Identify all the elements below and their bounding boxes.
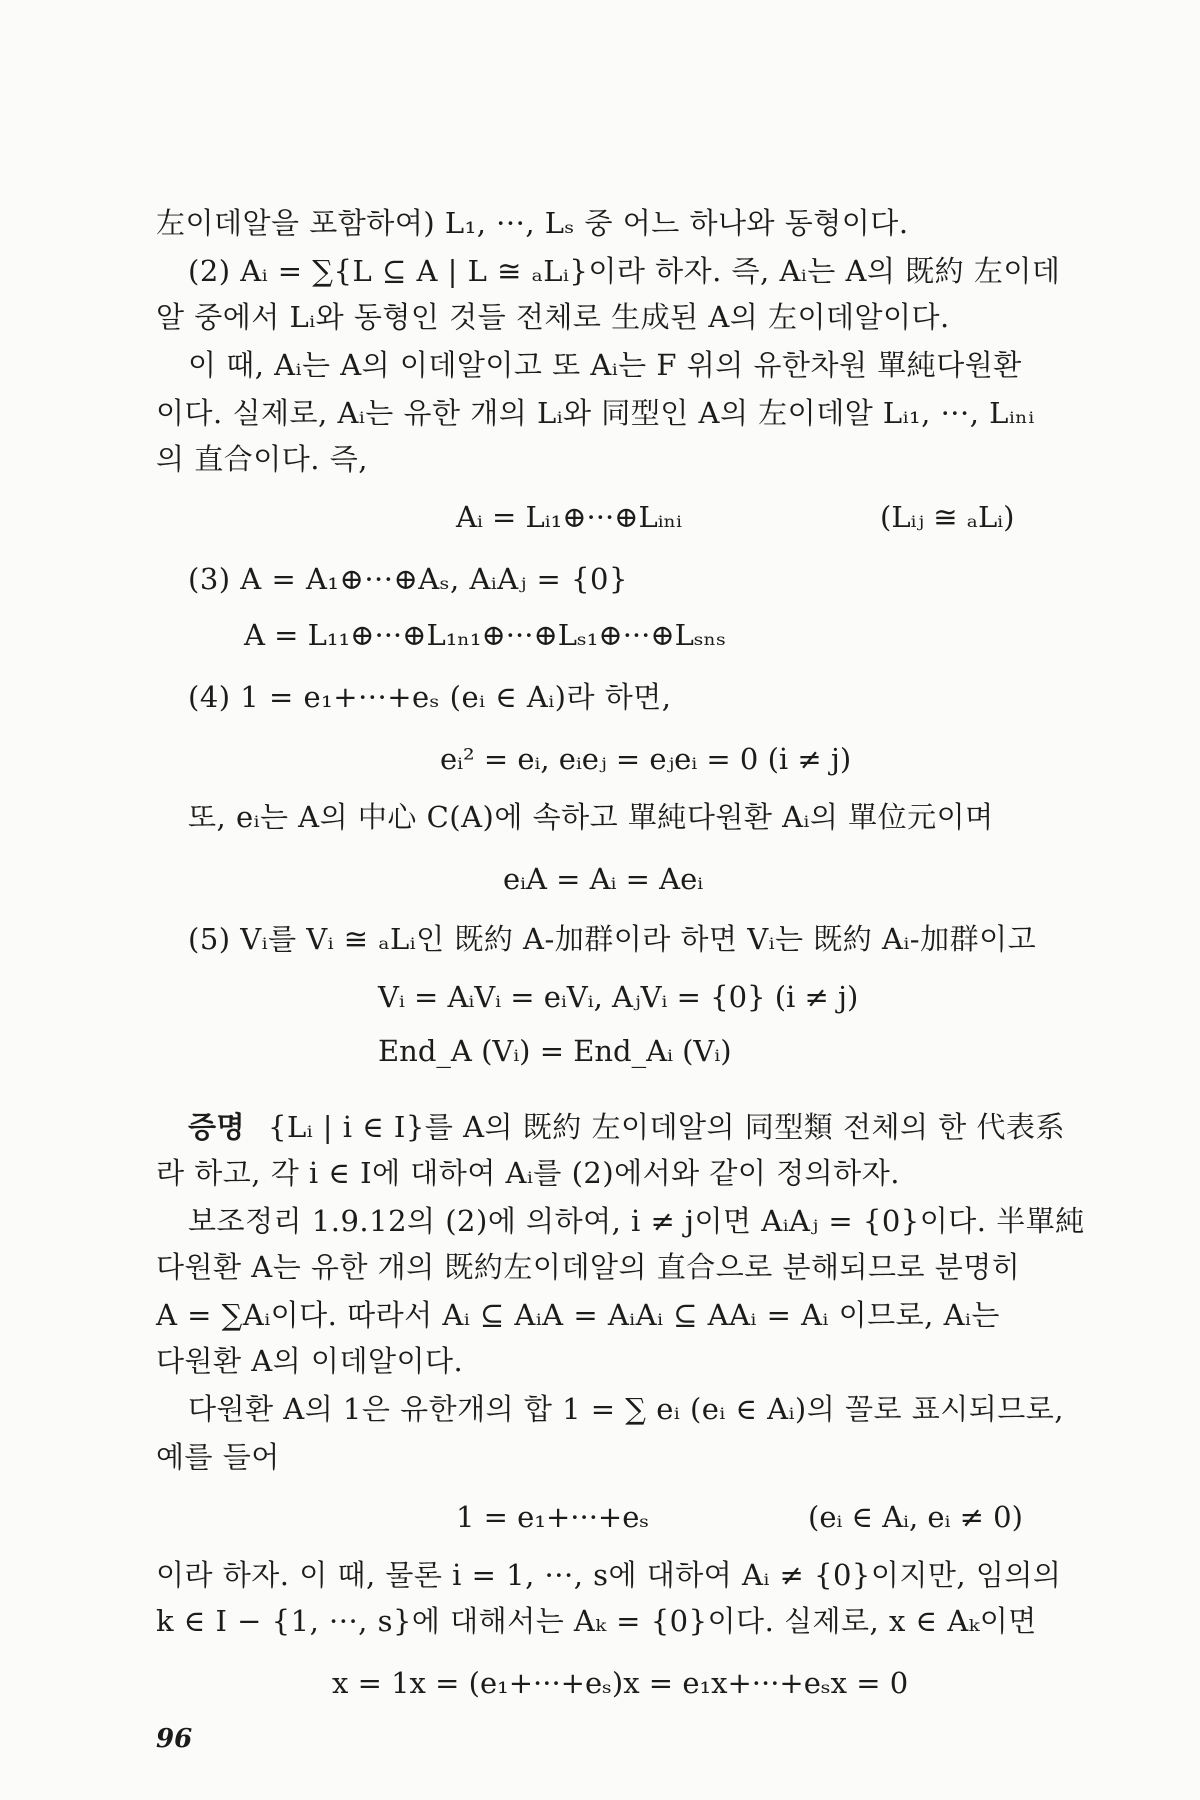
equation: x = 1x = (e₁+···+eₛ)x = e₁x+···+eₛx = 0 bbox=[332, 1666, 909, 1700]
text-line: (5) Vᵢ를 Vᵢ ≅ ₐLᵢ인 既約 A-加群이라 하면 Vᵢ는 既約 Aᵢ-加群이고 bbox=[188, 922, 1037, 956]
text-line: 이 때, Aᵢ는 A의 이데알이고 또 Aᵢ는 F 위의 유한차원 單純다원환 bbox=[188, 348, 1022, 382]
text-line: 다원환 A의 이데알이다. bbox=[156, 1344, 464, 1378]
text-line: A = ∑Aᵢ이다. 따라서 Aᵢ ⊆ AᵢA = AᵢAᵢ ⊆ AAᵢ = Aᵢ 이므로, Aᵢ는 bbox=[156, 1298, 1000, 1332]
text-line: (2) Aᵢ = ∑{L ⊆ A | L ≅ ₐLᵢ}이라 하자. 즉, Aᵢ는 A의 既約 左이데 bbox=[188, 254, 1061, 288]
text-line: 예를 들어 bbox=[156, 1440, 280, 1474]
text-line: (3) A = A₁⊕···⊕Aₛ, AᵢAⱼ = {0} bbox=[188, 562, 628, 596]
text-line: 의 直合이다. 즉, bbox=[156, 442, 368, 476]
text-line: 라 하고, 각 i ∈ I에 대하여 Aᵢ를 (2)에서와 같이 정의하자. bbox=[156, 1156, 900, 1190]
text-line: k ∈ I − {1, ···, s}에 대해서는 Aₖ = {0}이다. 실제로, x ∈ Aₖ이면 bbox=[156, 1604, 1037, 1638]
equation-condition: (eᵢ ∈ Aᵢ, eᵢ ≠ 0) bbox=[808, 1500, 1023, 1534]
text-line: {Lᵢ | i ∈ I}를 A의 既約 左이데알의 同型類 전체의 한 代表系 bbox=[268, 1110, 1065, 1144]
text-line: 다원환 A의 1은 유한개의 합 1 = ∑ eᵢ (eᵢ ∈ Aᵢ)의 꼴로 표시되므로, bbox=[188, 1392, 1065, 1426]
equation: Vᵢ = AᵢVᵢ = eᵢVᵢ, AⱼVᵢ = {0} (i ≠ j) bbox=[378, 980, 859, 1014]
equation: End_A (Vᵢ) = End_Aᵢ (Vᵢ) bbox=[378, 1034, 732, 1068]
text-line: 이라 하자. 이 때, 물론 i = 1, ···, s에 대하여 Aᵢ ≠ {0}이지만, 임의의 bbox=[156, 1558, 1062, 1592]
proof-label-text: 증명 bbox=[188, 1110, 246, 1144]
text-line: 알 중에서 Lᵢ와 동형인 것들 전체로 生成된 A의 左이데알이다. bbox=[156, 300, 950, 334]
equation-condition: (Lᵢⱼ ≅ ₐLᵢ) bbox=[880, 500, 1015, 534]
equation: eᵢA = Aᵢ = Aeᵢ bbox=[503, 862, 704, 896]
page-number: 96 bbox=[156, 1724, 193, 1754]
proof-label bbox=[188, 1104, 276, 1150]
text-line: 左이데알을 포함하여) L₁, ···, Lₛ 중 어느 하나와 동형이다. bbox=[156, 206, 909, 240]
equation: A = L₁₁⊕···⊕L₁ₙ₁⊕···⊕Lₛ₁⊕···⊕Lₛₙₛ bbox=[244, 618, 726, 652]
text-line: 보조정리 1.9.12의 (2)에 의하여, i ≠ j이면 AᵢAⱼ = {0}이다. 半單純 bbox=[188, 1204, 1085, 1238]
equation: Aᵢ = Lᵢ₁⊕···⊕Lᵢₙᵢ bbox=[456, 500, 682, 534]
equation: 1 = e₁+···+eₛ bbox=[456, 1500, 650, 1534]
equation: eᵢ² = eᵢ, eᵢeⱼ = eⱼeᵢ = 0 (i ≠ j) bbox=[440, 742, 852, 776]
text-line: (4) 1 = e₁+···+eₛ (eᵢ ∈ Aᵢ)라 하면, bbox=[188, 680, 672, 714]
text-line: 이다. 실제로, Aᵢ는 유한 개의 Lᵢ와 同型인 A의 左이데알 Lᵢ₁, ···, Lᵢₙᵢ bbox=[156, 396, 1035, 430]
text-line: 다원환 A는 유한 개의 既約左이데알의 直合으로 분해되므로 분명히 bbox=[156, 1250, 1021, 1284]
text-line: 또, eᵢ는 A의 中心 C(A)에 속하고 單純다원환 Aᵢ의 單位元이며 bbox=[188, 800, 994, 834]
